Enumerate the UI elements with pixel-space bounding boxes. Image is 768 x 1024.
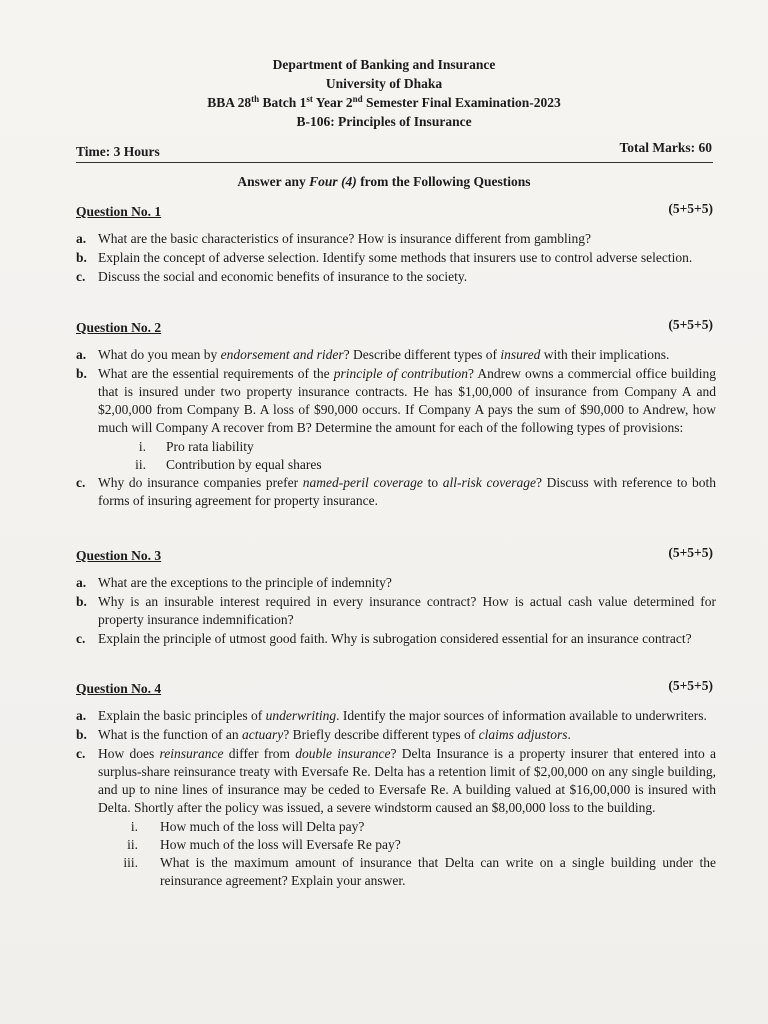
item-text: Discuss the social and economic benefits of insurance to the society. (98, 269, 468, 284)
question-item (76, 630, 716, 648)
sub-item (76, 818, 716, 836)
item-label: b. (76, 594, 87, 609)
item-text: How does (98, 746, 160, 761)
instruction-text: Answer any (237, 174, 310, 189)
question-marks: (5+5+5) (668, 545, 713, 560)
sub-item-label: i. (138, 439, 146, 454)
sub-item-text: How much of the loss will Eversafe Re pay? (160, 837, 401, 852)
question-item (76, 365, 716, 437)
exam-title-part: BBA 28 (207, 95, 252, 110)
sub-item (76, 836, 716, 854)
question-item (76, 707, 716, 725)
item-emphasis: endorsement and rider (220, 347, 344, 362)
sub-item (76, 854, 716, 890)
sub-item (76, 438, 716, 456)
question-marks: (5+5+5) (668, 201, 713, 216)
item-text: What are the basic characteristics of insurance? How is insurance different from gambling? (98, 231, 592, 246)
exam-title-part: Semester Final Examination-2023 (362, 95, 561, 110)
item-text: with their implications. (540, 347, 670, 362)
sub-item-text: Pro rata liability (166, 439, 254, 454)
item-emphasis: reinsurance (159, 746, 224, 761)
item-text: to (422, 475, 443, 490)
item-text: differ from (223, 746, 296, 761)
item-text: Explain the principle of utmost good faith. Why is subrogation considered essential for an insurance contract? (98, 631, 692, 646)
item-emphasis: double insurance (295, 746, 391, 761)
sub-item-label: ii. (127, 837, 138, 852)
instruction-text: from the Following Questions (356, 174, 531, 189)
instruction-emphasis: Four (4) (309, 174, 357, 189)
item-emphasis: all-risk coverage (442, 475, 536, 490)
exam-title-part: Batch 1 (259, 95, 307, 110)
header-divider (76, 162, 713, 163)
question-item (76, 346, 716, 364)
department-name: Department of Banking and Insurance (272, 57, 496, 72)
course-title: B-106: Principles of Insurance (296, 114, 472, 129)
item-label: c. (76, 631, 86, 646)
question-item (76, 249, 716, 267)
question-4 (76, 678, 716, 890)
question-marks: (5+5+5) (668, 317, 713, 332)
item-emphasis: underwriting (265, 708, 337, 723)
item-emphasis: claims adjustors (478, 727, 568, 742)
question-title: Question No. 3 (76, 548, 162, 563)
item-text: ? Andrew owns a commercial office building that is insured under two property insurance contracts. He has $1,00,000 of insurance from Company A and $2,00,000 from Company B. A loss of $90,000 occurs. If Company A pays the sum of $90,000 to Andrew, how much will Company A recover from B? Determine the amount for each of the following types of provisions: (98, 366, 716, 435)
question-item (76, 745, 716, 817)
item-label: c. (76, 746, 86, 761)
question-item (76, 593, 716, 629)
item-text: What are the exceptions to the principle of indemnity? (98, 575, 392, 590)
item-emphasis: insured (500, 347, 541, 362)
item-emphasis: actuary (241, 727, 284, 742)
question-item (76, 268, 716, 286)
exam-header (0, 55, 768, 131)
item-text: What is the function of an (98, 727, 242, 742)
item-label: b. (76, 727, 87, 742)
question-item (76, 726, 716, 744)
item-label: c. (76, 475, 86, 490)
instruction (0, 174, 768, 190)
exam-time: Time: 3 Hours (76, 144, 160, 159)
ordinal-suffix: nd (352, 94, 363, 104)
question-title: Question No. 1 (76, 204, 162, 219)
item-label: b. (76, 366, 87, 381)
item-emphasis: named-peril coverage (302, 475, 423, 490)
item-text: ? Briefly describe different types of (283, 727, 479, 742)
sub-item (76, 456, 716, 474)
sub-item-label: iii. (123, 855, 138, 870)
exam-title-part: Year 2 (312, 95, 353, 110)
sub-item-label: i. (130, 819, 138, 834)
item-text: Why is an insurable interest required in every insurance contract? How is actual cash value determined for property insurance indemnification? (98, 594, 716, 627)
item-text: Why do insurance companies prefer (98, 475, 303, 490)
total-marks: Total Marks: 60 (619, 140, 712, 155)
question-item (76, 230, 716, 248)
sub-item-text: Contribution by equal shares (166, 457, 322, 472)
item-text: . (567, 727, 571, 742)
item-text: . Identify the major sources of information available to underwriters. (336, 708, 707, 723)
item-emphasis: principle of contribution (333, 366, 469, 381)
item-label: a. (76, 708, 87, 723)
exam-title (0, 93, 768, 112)
item-text: ? Discuss with reference to both forms of insuring agreement for property insurance. (98, 475, 717, 508)
question-item (76, 474, 716, 510)
sub-item-text: How much of the loss will Delta pay? (160, 819, 365, 834)
item-text: What do you mean by (98, 347, 221, 362)
ordinal-suffix: st (306, 94, 313, 104)
university-name: University of Dhaka (325, 76, 443, 91)
question-1 (76, 201, 716, 287)
question-2 (76, 317, 717, 511)
item-text: ? Delta Insurance is a property insurer that entered into a surplus-share reinsurance treaty with Eversafe Re. Delta has a retention limit of $2,00,000 on any single building, and up to nine lines of insurance may be ceded to Eversafe Re. A building valued at $16,00,000 is insured with Delta. Shortly after the policy was issued, a severe windstorm caused an $8,00,000 loss to the building. (98, 746, 716, 815)
item-text: ? Describe different types of (343, 347, 501, 362)
item-label: b. (76, 250, 87, 265)
sub-item-label: ii. (135, 457, 146, 472)
question-item (76, 574, 716, 592)
question-title: Question No. 2 (76, 320, 162, 335)
ordinal-suffix: th (251, 94, 260, 104)
question-3 (76, 545, 716, 649)
item-text: Explain the concept of adverse selection. Identify some methods that insurers use to control adverse selection. (98, 250, 693, 265)
item-text: What are the essential requirements of the (98, 366, 334, 381)
question-title: Question No. 4 (76, 681, 162, 696)
item-text: Explain the basic principles of (98, 708, 266, 723)
item-label: c. (76, 269, 86, 284)
question-marks: (5+5+5) (668, 678, 713, 693)
item-label: a. (76, 575, 87, 590)
item-label: a. (76, 231, 87, 246)
item-label: a. (76, 347, 87, 362)
sub-item-text: What is the maximum amount of insurance that Delta can write on a single building under the reinsurance agreement? Explain your answer. (160, 855, 716, 888)
